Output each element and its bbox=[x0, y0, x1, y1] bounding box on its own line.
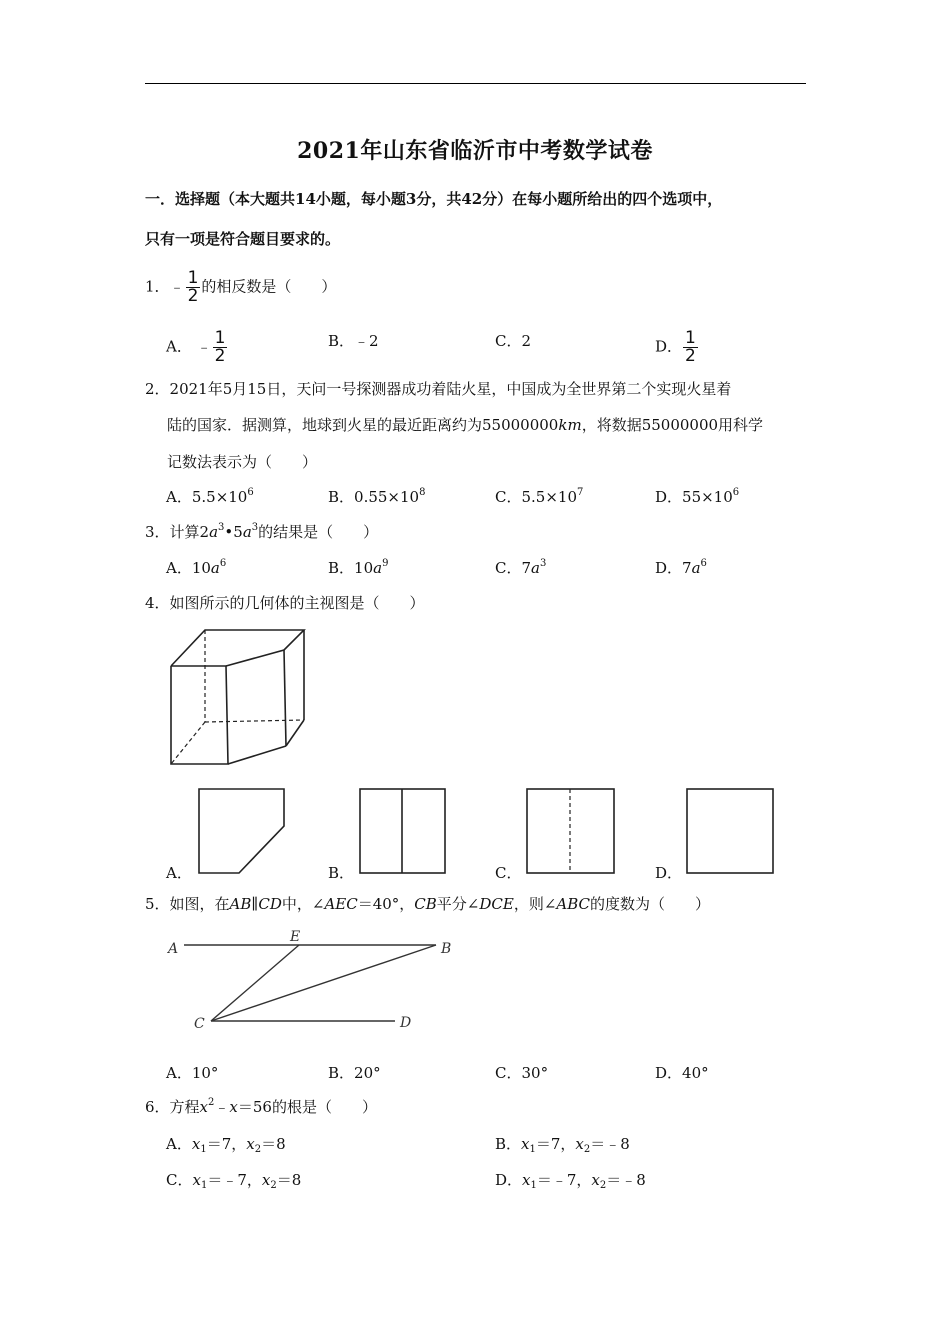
q1-option-c[interactable]: C．2 bbox=[495, 332, 532, 350]
q4-option-c[interactable]: C． bbox=[495, 864, 522, 882]
q4-solid-figure bbox=[165, 626, 310, 771]
question-2-line3: 记数法表示为（ ） bbox=[167, 453, 318, 471]
q3-option-c[interactable]: C．$7a^3$ bbox=[495, 558, 547, 577]
q2-option-c[interactable]: C．$5.5\times 10^7$ bbox=[495, 487, 584, 506]
question-2-line1: 2．2021年5月15日，天问一号探测器成功着陆火星，中国成为全世界第二个实现火星着 bbox=[145, 380, 732, 398]
question-3: 3．计算$2a^3•5a^3$的结果是（ ） bbox=[145, 522, 379, 541]
label-b: B bbox=[441, 941, 452, 957]
q3-option-b[interactable]: B．$10a^9$ bbox=[328, 558, 389, 577]
q5-option-d[interactable]: D．40° bbox=[655, 1064, 709, 1082]
section-heading-line1: 一．选择题（本大题共14小题，每小题3分，共42分）在每小题所给出的四个选项中， bbox=[145, 190, 723, 208]
question-5: 5．如图，在AB∥CD中，∠AEC＝40°，CB平分∠DCE，则∠ABC的度数为（ ） bbox=[145, 895, 711, 913]
header-rule bbox=[145, 83, 806, 84]
label-c: C bbox=[194, 1016, 205, 1032]
q2-option-b[interactable]: B．$0.55\times 10^8$ bbox=[328, 487, 426, 506]
q1-option-a[interactable]: A． ﹣ $\frac{1}{2}$ bbox=[166, 328, 226, 366]
q4-option-a[interactable]: A． bbox=[166, 864, 192, 882]
q5-option-a[interactable]: A．10° bbox=[166, 1064, 219, 1082]
q1-option-d[interactable]: D． $\frac{1}{2}$ bbox=[655, 328, 696, 366]
q5-option-c[interactable]: C．30° bbox=[495, 1064, 549, 1082]
q4-option-d[interactable]: D． bbox=[655, 864, 683, 882]
label-e: E bbox=[290, 929, 301, 945]
q4-option-c-figure[interactable] bbox=[526, 788, 616, 876]
fraction-half: $\frac{1}{2}$ bbox=[187, 268, 199, 306]
q4-option-b[interactable]: B． bbox=[328, 864, 355, 882]
q2-option-a[interactable]: A．$5.5\times 10^6$ bbox=[166, 487, 254, 506]
question-4: 4．如图所示的几何体的主视图是（ ） bbox=[145, 594, 425, 612]
q6-option-a[interactable]: A．$x_1=7$，$x_2=8$ bbox=[166, 1135, 286, 1155]
q4-option-b-figure[interactable] bbox=[359, 788, 447, 876]
label-d: D bbox=[400, 1015, 412, 1031]
q5-parallel-lines-figure bbox=[160, 925, 470, 1035]
q6-option-d[interactable]: D．$x_1=﹣7$，$x_2=﹣8$ bbox=[495, 1171, 646, 1191]
q3-option-a[interactable]: A．$10a^6$ bbox=[166, 558, 227, 577]
q6-option-c[interactable]: C．$x_1=﹣7$，$x_2=8$ bbox=[166, 1171, 302, 1191]
q5-option-b[interactable]: B．20° bbox=[328, 1064, 381, 1082]
q3-option-d[interactable]: D．$7a^6$ bbox=[655, 558, 707, 577]
page-title: 2021年山东省临沂市中考数学试卷 bbox=[297, 138, 653, 164]
label-a: A bbox=[168, 941, 179, 957]
question-6: 6．方程$x^2﹣x=56$的根是（ ） bbox=[145, 1097, 377, 1116]
q2-option-d[interactable]: D．$55\times 10^6$ bbox=[655, 487, 740, 506]
q4-option-d-figure[interactable] bbox=[686, 788, 776, 876]
question-1: 1．﹣ $\frac{1}{2}$ 的相反数是（ ） bbox=[145, 268, 337, 306]
section-heading-line2: 只有一项是符合题目要求的。 bbox=[145, 230, 341, 248]
q1-option-b[interactable]: B．﹣2 bbox=[328, 332, 379, 350]
q4-option-a-figure[interactable] bbox=[198, 788, 286, 876]
q6-option-b[interactable]: B．$x_1=7$，$x_2=﹣8$ bbox=[495, 1135, 630, 1155]
question-2-line2: 陆的国家．据测算，地球到火星的最近距离约为55000000km，将数据55000000用科学 bbox=[167, 416, 764, 434]
